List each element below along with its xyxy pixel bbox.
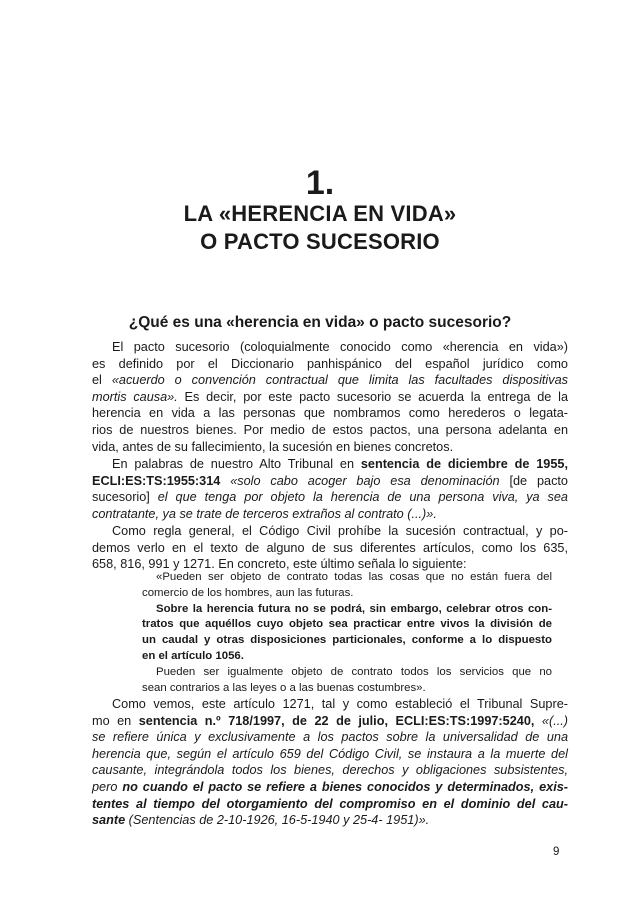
block-quote (142, 570, 552, 696)
paragraph-line: Como vemos, este artículo 1271, tal y como estableció el Tribunal Supre- (112, 697, 568, 711)
page-number: 9 (553, 846, 560, 858)
italic-quote: el que tenga por objeto la herencia de una persona viva, ya sea (149, 490, 568, 505)
paragraph-line (92, 779, 568, 796)
italic-quote: «solo cabo acoger bajo esa denominación (220, 473, 500, 488)
italic-quote: (Sentencias de 2-10-1926, 16-5-1940 y 25-4- 1951)». (125, 813, 430, 828)
paragraph-line: es definido por el Diccionario panhispánico del español jurídico como (92, 356, 568, 371)
italic-quote: pero (92, 779, 123, 794)
paragraph-line (92, 746, 568, 763)
paragraph-line (92, 796, 568, 813)
paragraph-line: 658, 816, 991 y 1271. En concreto, este último señala lo siguiente: (92, 557, 467, 572)
bold-italic-quote: no cuando el pacto se refiere a bienes conocidos y determinados, exis- (122, 779, 568, 794)
chapter-number: 1. (305, 164, 335, 202)
italic-quote: contratante, ya se trate de terceros extraños al contrato (...)». (92, 506, 437, 521)
paragraph-line: Como regla general, el Código Civil prohíbe la sucesión contractual, y po- (112, 524, 568, 538)
quote-line: «Pueden ser objeto de contrato todas las cosas que no están fuera del (156, 571, 552, 583)
bold-italic-quote: tentes al tiempo del otorgamiento del compromiso en el dominio del cau- (92, 796, 568, 811)
italic-quote: causante, integrándola todos los bienes, derechos y obligaciones subsistentes, (92, 763, 568, 778)
paragraph-line (92, 762, 568, 779)
text-run: En palabras de nuestro Alto Tribunal en (112, 457, 361, 471)
italic-quote: herencia que, según el artículo 659 del Código Civil, se instaura a la muerte del (92, 746, 568, 761)
paragraph-1 (92, 339, 568, 455)
paragraph-line: demos verlo en el texto de alguno de sus diferentes artículos, como los 635, (92, 540, 568, 555)
quote-line: Sobre la herencia futura no se podrá, sin embargo, celebrar otros con- (156, 602, 552, 615)
paragraph-line: herencia en vida a las personas que nombramos como herederos o legata- (92, 406, 568, 421)
bold-citation: ECLI:ES:TS:1955:314 (92, 473, 221, 488)
chapter-title-line-2: O PACTO SUCESORIO (200, 229, 440, 254)
quote-line: comercio de los hombres, aun las futuras. (142, 586, 354, 599)
paragraph-line (92, 489, 568, 506)
text-run: [de pacto (499, 473, 568, 488)
chapter-title-line-1: LA «HERENCIA EN VIDA» (183, 201, 457, 226)
italic-quote: se refiere única y exclusivamente a los pactos sobre la universalidad de una (92, 730, 568, 745)
quote-line: en el artículo 1056. (142, 649, 244, 662)
paragraph-2 (92, 456, 568, 522)
paragraph-line (92, 473, 568, 490)
quote-line: un caudal y otras disposiciones particionales, conforme a lo dispuesto (142, 634, 552, 647)
italic-quote: «(...) (534, 713, 568, 728)
bold-citation: sentencia n.º 718/1997, de 22 de julio, ECLI:ES:TS:1997:5240, (138, 713, 535, 728)
paragraph-line (92, 506, 568, 523)
paragraph-line (92, 456, 568, 473)
paragraph-line (92, 713, 568, 730)
text-run: mo en (92, 713, 139, 728)
text-run: Es decir, por este pacto sucesorio se acuerda la entrega de la (177, 389, 569, 404)
bold-citation: sentencia de diciembre de 1955, (360, 457, 568, 471)
paragraph-line (92, 729, 568, 746)
text-run: el (92, 373, 112, 388)
paragraph-line: El pacto sucesorio (coloquialmente conocido como «herencia en vida») (112, 340, 568, 354)
italic-term: mortis causa». (92, 389, 178, 404)
quote-line: tratos que aquéllos cuyo objeto sea practicar entre vivos la división de (142, 618, 552, 631)
italic-quote: «acuerdo o convención contractual que limita las facultades dispositivas (111, 373, 568, 388)
text-run: sucesorio] (92, 490, 150, 505)
section-heading: ¿Qué es una «herencia en vida» o pacto sucesorio? (128, 314, 512, 331)
quote-line: Pueden ser igualmente objeto de contrato todos los servicios que no (156, 665, 552, 678)
paragraph-line (92, 372, 568, 389)
quote-line: sean contrarios a las leyes o a las buenas costumbres». (142, 681, 426, 694)
paragraph-line: vida, antes de su fallecimiento, la sucesión en bienes concretos. (92, 439, 454, 454)
paragraph-line (92, 389, 568, 406)
paragraph-line: rios de nuestros bienes. Por medio de estos pactos, una persona adelanta en (92, 422, 568, 437)
paragraph-line (92, 812, 568, 829)
bold-italic-quote: sante (92, 813, 126, 828)
paragraph-4 (92, 696, 568, 829)
paragraph-3 (92, 523, 568, 573)
